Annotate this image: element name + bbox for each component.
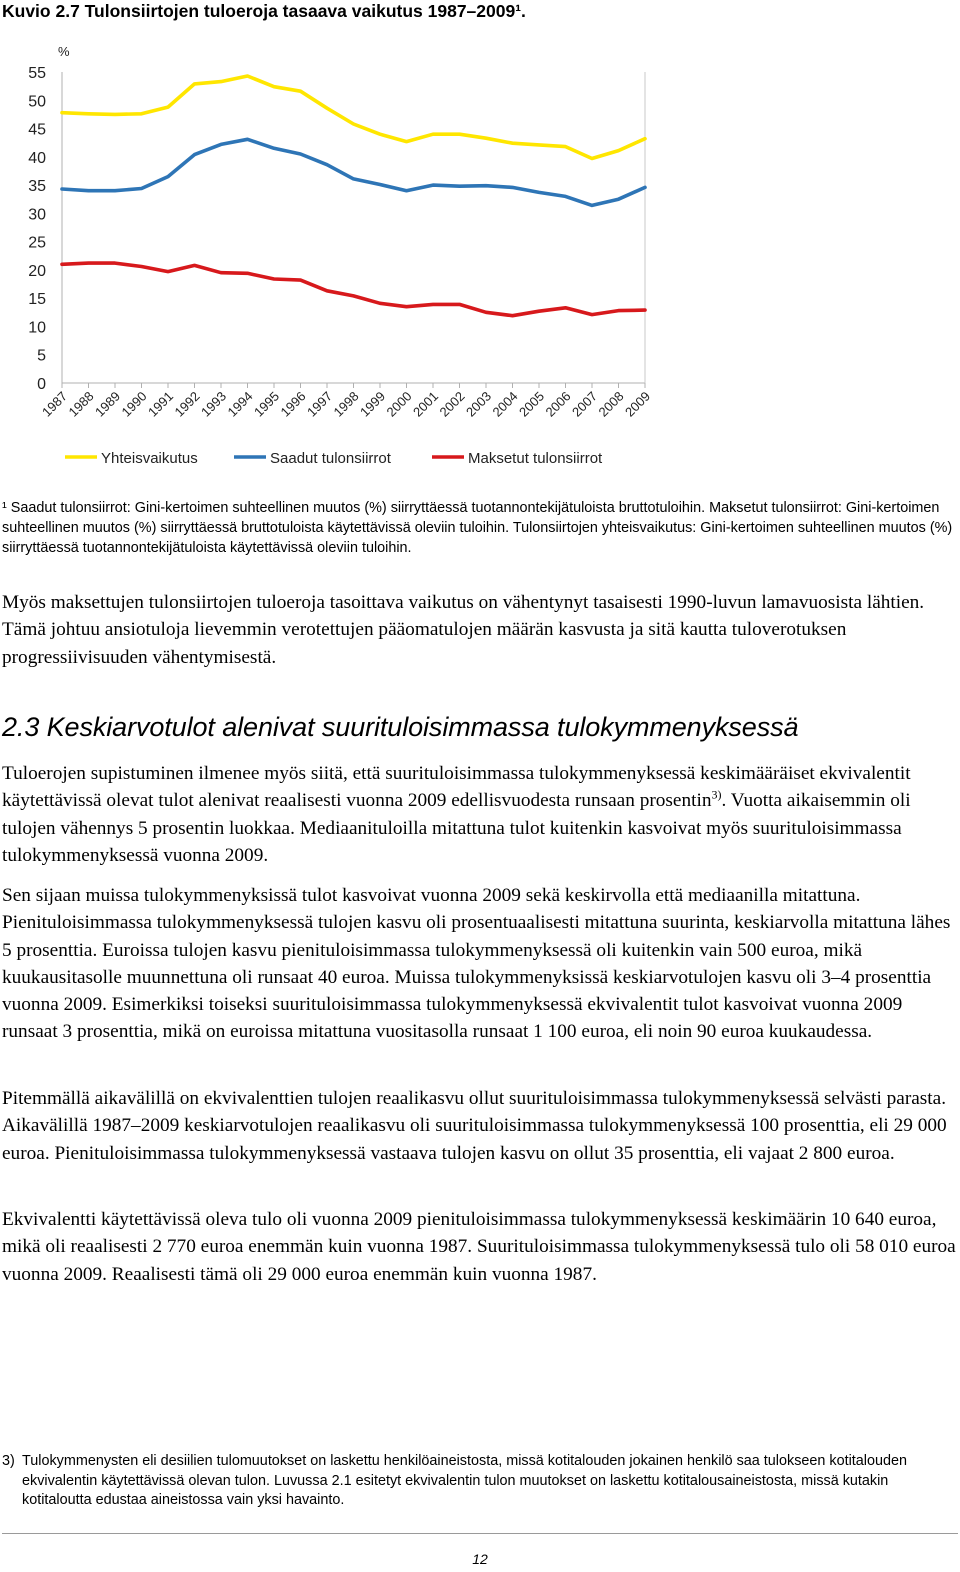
paragraph-2: Sen sijaan muissa tulokymmenyksissä tulot kasvoivat vuonna 2009 sekä keskirvolla että mediaanilla mitattuna. Pienituloisimmassa tulokymmenyksessä tulojen kasvu oli prosentuaalisesti mitattuna suurinta, keskiarvolla mitattuna lähes 5 prosenttia. Euroissa tulojen kasvu pienituloisimmassa tulokymmenyksessä oli kuitenkin vain 500 euroa, mikä kuukausitasolle muunnettuna oli runsaat 40 euroa. Muissa tulokymmenyksissä keskiarvotulojen kasvu oli 3–4 prosenttia vuonna 2009. Esimerkiksi toiseksi suurituloisimmassa tulokymmenyksessä ekvivalentit tulot kasvoivat vuonna 2009 runsaat 3 prosenttia, mikä on euroissa mitattuna vuositasolla runsaat 1 100 euroa, eli noin 90 euroa kuukaudessa. (2, 885, 951, 1043)
y-tick-label: 35 (28, 178, 46, 196)
y-tick-label: 25 (28, 234, 46, 252)
y-axis-unit: % (58, 44, 70, 59)
figure-title: Kuvio 2.7 Tulonsiirtojen tuloeroja tasaava vaikutus 1987–2009¹. (2, 1, 526, 21)
x-tick-label: 1988 (65, 388, 97, 420)
x-tick-label: 1991 (145, 388, 177, 420)
chart-legend (65, 450, 603, 467)
x-tick-label: 1998 (330, 388, 362, 420)
page-number: 12 (472, 1551, 488, 1567)
series-line-2 (62, 139, 645, 205)
x-tick-label: 2001 (410, 388, 442, 420)
y-tick-label: 45 (28, 121, 46, 139)
figure-note: ¹ Saadut tulonsiirrot: Gini-kertoimen suhteellinen muutos (%) siirryttäessä tuotannontekijätuloista bruttotuloihin. Maksetut tulonsiirrot: Gini-kertoimen suhteellinen muutos (%) siirryttäessä bruttotuloista käytettävissä oleviin tuloihin. Tulonsiirtojen yhteisvaikutus: Gini-kertoimen suhteellinen muutos (%) siirryttäessä tuotannontekijätuloista käytettävissä oleviin tuloihin. (2, 500, 953, 556)
footnote-ref[interactable]: 3) (711, 787, 722, 802)
x-tick-label: 2005 (516, 388, 548, 420)
x-tick-label: 1997 (304, 388, 336, 420)
x-tick-label: 2003 (463, 388, 495, 420)
y-tick-label: 10 (28, 319, 46, 337)
x-tick-label: 2000 (383, 388, 415, 420)
legend-label-3: Maksetut tulonsiirrot (468, 450, 603, 467)
x-tick-label: 2002 (436, 388, 468, 420)
paragraph-1 (2, 760, 958, 869)
y-tick-label: 5 (37, 347, 46, 365)
x-tick-label: 1999 (357, 388, 389, 420)
x-tick-label: 2007 (569, 388, 601, 420)
footer-divider (2, 1533, 958, 1534)
x-tick-label: 1987 (39, 388, 71, 420)
x-tick-label: 2004 (489, 388, 521, 420)
x-tick-label: 2008 (595, 388, 627, 420)
x-tick-label: 1993 (198, 388, 230, 420)
x-tick-label: 1990 (118, 388, 150, 420)
legend-label-1: Yhteisvaikutus (101, 450, 198, 467)
line-chart (0, 36, 680, 476)
y-tick-label: 40 (28, 149, 46, 167)
y-tick-label: 50 (28, 93, 46, 111)
x-tick-label: 1992 (171, 388, 203, 420)
x-tick-label: 2009 (622, 388, 654, 420)
y-tick-label: 0 (37, 376, 46, 393)
y-tick-label: 55 (28, 65, 46, 82)
section-heading: 2.3 Keskiarvotulot alenivat suurituloisimmassa tulokymmenyksessä (2, 712, 799, 742)
paragraph-3: Pitemmällä aikavälillä on ekvivalenttien tulojen reaalikasvu ollut suurituloisimmassa tulokymmenyksessä selvästi parasta. Aikavälillä 1987–2009 keskiarvotulojen reaalikasvu oli suurituloisimmassa tulokymmenyksessä 100 prosenttia, eli 29 000 euroa. Pienituloisimmassa tulokymmenyksessä vastaava tulojen kasvu on ollut 35 prosenttia, eli vajaat 2 800 euroa. (2, 1088, 947, 1164)
footnote (2, 1452, 958, 1511)
series-line-3 (62, 263, 645, 316)
x-tick-label: 1989 (92, 388, 124, 420)
x-tick-label: 1995 (251, 388, 283, 420)
paragraph-1-text-b: . Vuotta aikaisemmin oli tulojen vähennys 5 prosentin luokkaa. Mediaanituloilla mitattuna tulot kuitenkin kasvoivat myös suurituloisimmassa tulokymmenyksessä vuonna 2009. (2, 790, 911, 866)
x-tick-label: 1994 (224, 388, 256, 420)
intro-paragraph: Myös maksettujen tulonsiirtojen tuloeroja tasoittava vaikutus on vähentynyt tasaisesti 1990-luvun lamavuosista lähtien. Tämä johtuu ansiotuloja lievemmin verotettujen pääomatulojen määrän kasvusta ja sitä kautta tuloverotuksen progressiivisuuden vähentymisestä. (2, 592, 925, 668)
footnote-text: Tulokymmenysten eli desiilien tulomuutokset on laskettu henkilöaineistosta, missä kotitalouden jokainen henkilö saa tulokseen kotitalouden ekvivalentin käytettävissä olevan tulon. Luvussa 2.1 esitetyt ekvivalentin tulon muutokset on laskettu kotitalousaineistosta, missä kutakin kotitaloutta edustaa aineistossa vain yksi havainto. (22, 1453, 908, 1508)
series-line-1 (62, 76, 645, 159)
paragraph-1-text-a: Tuloerojen supistuminen ilmenee myös siitä, että suurituloisimmassa tulokymmenyksessä keskimääräiset ekvivalentit käytettävissä olevat tulot alenivat reaalisesti vuonna 2009 edellisvuodesta runsaan prosentin (2, 763, 911, 812)
y-tick-label: 15 (28, 291, 46, 309)
paragraph-4: Ekvivalentti käytettävissä oleva tulo oli vuonna 2009 pienituloisimmassa tulokymmenyksessä keskimäärin 10 640 euroa, mikä oli reaalisesti 2 770 euroa enemmän kuin vuonna 1987. Suurituloisimmassa tulokymmenyksessä tulo oli 58 010 euroa vuonna 2009. Reaalisesti tämä oli 29 000 euroa enemmän kuin vuonna 1987. (2, 1209, 956, 1285)
x-tick-label: 1996 (277, 388, 309, 420)
chart-axes (28, 44, 653, 420)
footnote-number: 3) (2, 1453, 15, 1469)
x-tick-label: 2006 (542, 388, 574, 420)
y-tick-label: 20 (28, 262, 46, 280)
legend-label-2: Saadut tulonsiirrot (270, 450, 391, 467)
chart-series (62, 76, 645, 316)
y-tick-label: 30 (28, 206, 46, 224)
